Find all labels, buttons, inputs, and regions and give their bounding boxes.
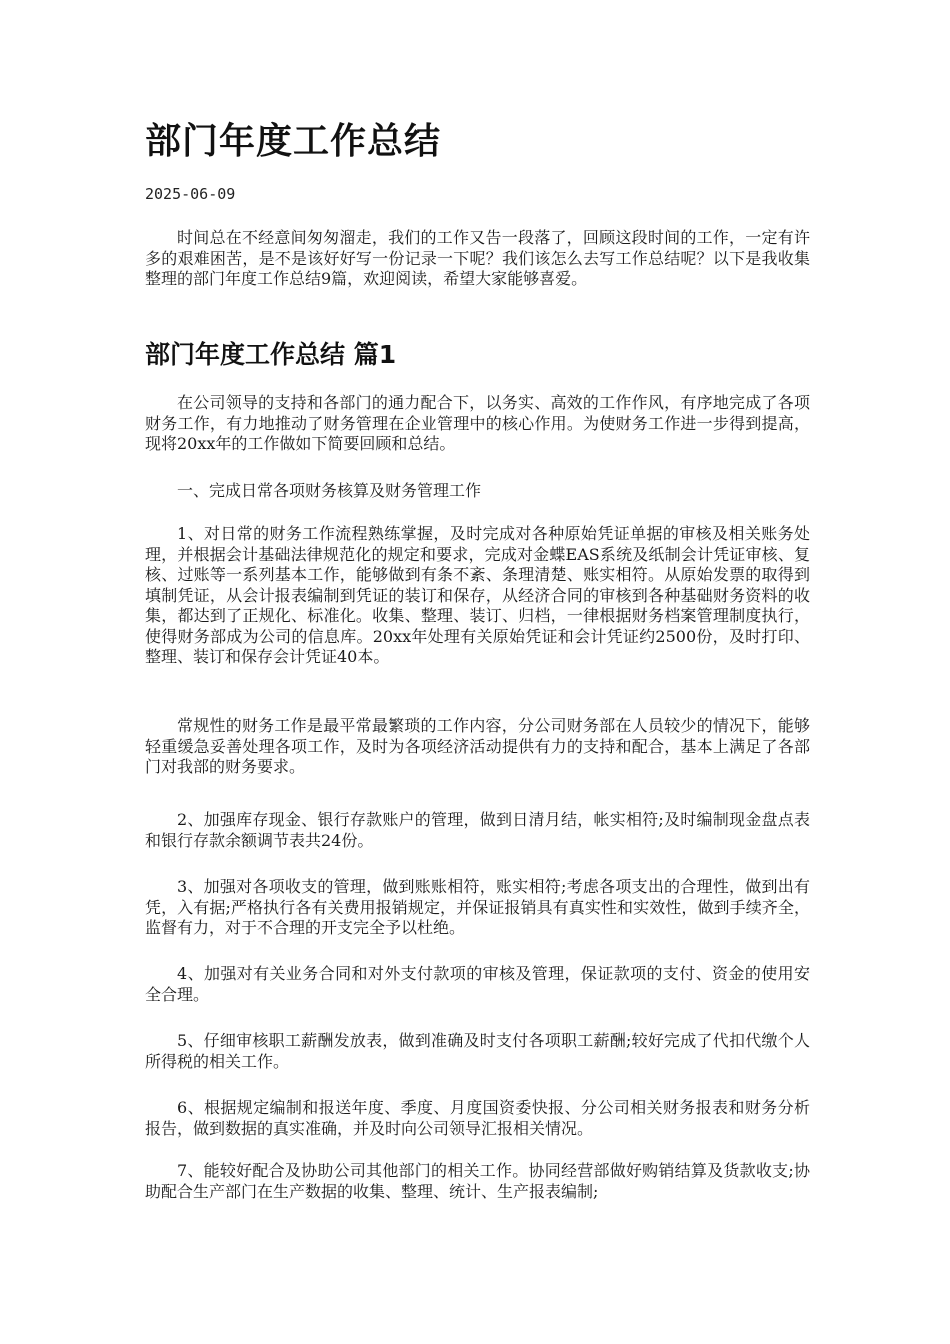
paragraph-1: 在公司领导的支持和各部门的通力配合下，以务实、高效的工作作风，有序地完成了各项财务工作，有力地推动了财务管理在企业管理中的核心作用。为使财务工作进一步得到提高，现将20xx年的工作做如下简要回顾和总结。 [145, 393, 810, 453]
paragraph-2: 一、完成日常各项财务核算及财务管理工作 [177, 481, 482, 500]
paragraph-5: 2、加强库存现金、银行存款账户的管理，做到日清月结，帐实相符;及时编制现金盘点表和银行存款余额调节表共24份。 [145, 810, 810, 850]
section-heading: 部门年度工作总结 篇1 [145, 340, 397, 369]
paragraph-10: 7、能较好配合及协助公司其他部门的相关工作。协同经营部做好购销结算及货款收支;协助配合生产部门在生产数据的收集、整理、统计、生产报表编制; [145, 1161, 810, 1201]
paragraph-7: 4、加强对有关业务合同和对外支付款项的审核及管理，保证款项的支付、资金的使用安全合理。 [145, 964, 810, 1004]
paragraph-9: 6、根据规定编制和报送年度、季度、月度国资委快报、分公司相关财务报表和财务分析报告，做到数据的真实准确，并及时向公司领导汇报相关情况。 [145, 1098, 810, 1138]
page-title: 部门年度工作总结 [145, 121, 442, 162]
publish-date: 2025-06-09 [145, 185, 236, 203]
paragraph-3: 1、对日常的财务工作流程熟练掌握，及时完成对各种原始凭证单据的审核及相关账务处理，并根据会计基础法律规范化的规定和要求，完成对金蝶EAS系统及纸制会计凭证审核、复核、过账等一系列基本工作，能够做到有条不紊、条理清楚、账实相符。从原始发票的取得到填制凭证，从会计报表编制到凭证的装订和保存，从经济合同的审核到各种基础财务资料的收集，都达到了正规化、标准化。收集、整理、装订、归档，一律根据财务档案管理制度执行，使得财务部成为公司的信息库。20xx年处理有关原始凭证和会计凭证约2500份，及时打印、整理、装订和保存会计凭证40本。 [145, 524, 810, 666]
paragraph-6: 3、加强对各项收支的管理，做到账账相符，账实相符;考虑各项支出的合理性，做到出有凭，入有据;严格执行各有关费用报销规定，并保证报销具有真实性和实效性，做到手续齐全，监督有力，对于不合理的开支完全予以杜绝。 [145, 877, 810, 937]
intro-paragraph: 时间总在不经意间匆匆溜走，我们的工作又告一段落了，回顾这段时间的工作，一定有许多的艰难困苦，是不是该好好写一份记录一下呢？我们该怎么去写工作总结呢？以下是我收集整理的部门年度工作总结9篇，欢迎阅读，希望大家能够喜爱。 [145, 228, 810, 288]
paragraph-4: 常规性的财务工作是最平常最繁琐的工作内容，分公司财务部在人员较少的情况下，能够轻重缓急妥善处理各项工作，及时为各项经济活动提供有力的支持和配合，基本上满足了各部门对我部的财务要求。 [145, 716, 810, 776]
paragraph-8: 5、仔细审核职工薪酬发放表，做到准确及时支付各项职工薪酬;较好完成了代扣代缴个人所得税的相关工作。 [145, 1031, 810, 1071]
